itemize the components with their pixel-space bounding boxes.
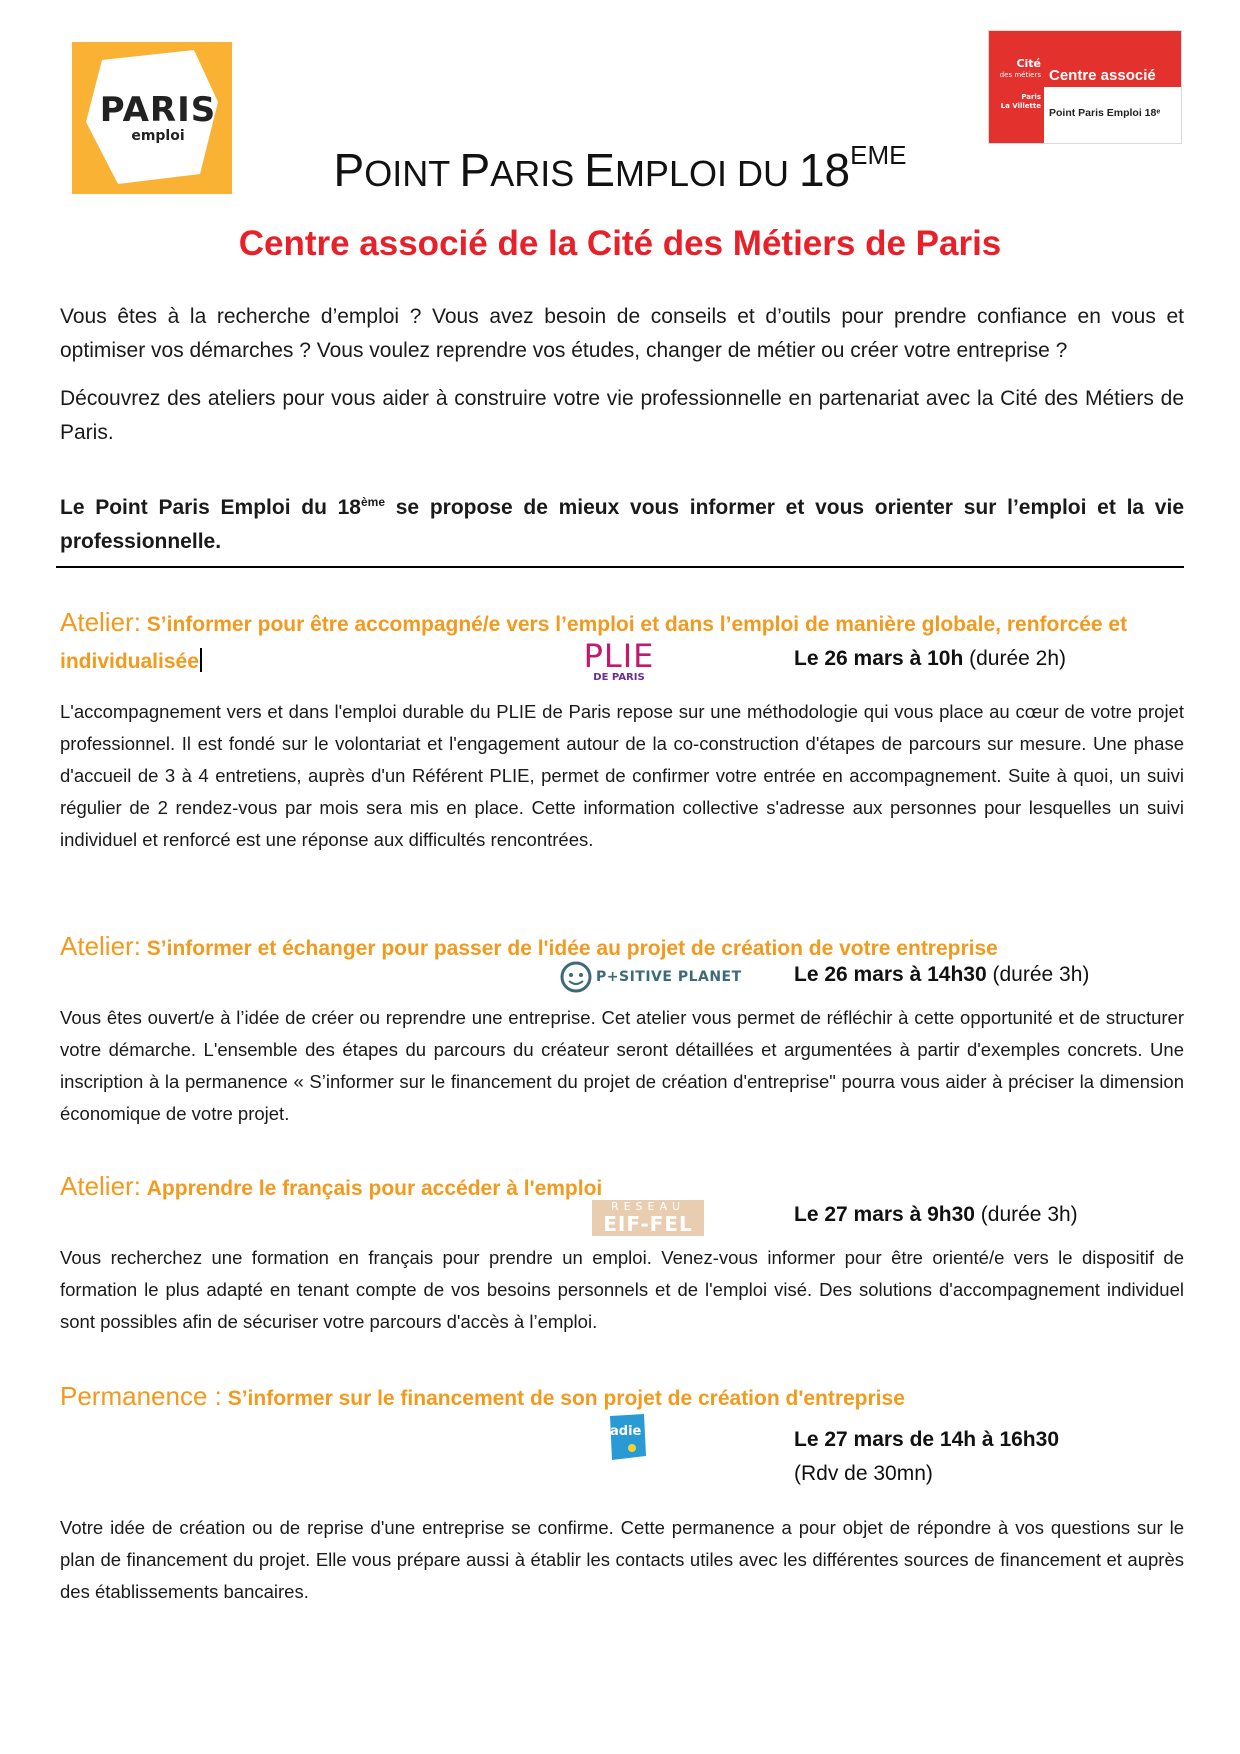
adie-logo-text: adie	[610, 1424, 642, 1439]
section-1-date	[794, 647, 1066, 671]
plie-logo	[583, 637, 655, 686]
eif-logo-top: RESEAU	[610, 1200, 686, 1213]
section-1-date-rest: (durée 2h)	[963, 647, 1067, 670]
title-p3-rest: MPLOI DU	[614, 153, 799, 194]
title-suffix: EME	[850, 140, 907, 170]
adie-logo	[606, 1412, 648, 1462]
intro-paragraph-2: Découvrez des ateliers pour vous aider à construire votre vie professionnelle en partenariat avec la Cité des Métiers de Paris.	[60, 387, 1184, 444]
title-p1-rest: OINT	[364, 153, 460, 194]
positive-planet-text: P+SITIVE PLANET	[596, 969, 742, 985]
title-p2-rest: ARIS	[490, 153, 585, 194]
section-1-kind: Atelier:	[60, 607, 141, 637]
section-4-body: Votre idée de création ou de reprise d'une entreprise se confirme. Cette permanence a pour objet de répondre à vos questions sur le plan de financement du projet. Elle vous prépare aussi à établir les contacts utiles avec les différentes sources de financement et auprès des établissements bancaires.	[60, 1517, 1184, 1602]
cite-logo-red-band	[989, 31, 1044, 143]
cite-logo-line3	[993, 93, 1041, 111]
cite-logo-line2: des métiers	[999, 71, 1041, 79]
title-p3-initial: E	[584, 144, 615, 196]
section-3-date-rest: (durée 3h)	[974, 1203, 1078, 1226]
section-3-date	[794, 1203, 1078, 1227]
cite-logo-line3b: La Villette	[1000, 102, 1041, 110]
section-1-date-bold: Le 26 mars à 10h	[794, 647, 964, 670]
intro-paragraph-1: Vous êtes à la recherche d’emploi ? Vous avez besoin de conseils et d’outils pour prendre confiance en vous et optimiser vos démarches ? Vous voulez reprendre vos études, changer de métier ou créer votre entreprise ?	[60, 305, 1184, 362]
divider	[56, 566, 1184, 568]
section-4-date-bold: Le 27 mars de 14h à 16h30	[794, 1428, 1059, 1451]
page-subtitle: Centre associé de la Cité des Métiers de Paris	[238, 224, 1002, 263]
plie-logo-bottom: DE PARIS	[593, 672, 645, 683]
title-p1-initial: P	[333, 144, 365, 196]
eif-fel-logo	[592, 1200, 704, 1236]
section-4-kind: Permanence :	[60, 1381, 222, 1411]
section-2-title: S’informer et échanger pour passer de l'idée au projet de création de votre entreprise	[146, 937, 998, 960]
title-p2-initial: P	[459, 144, 491, 196]
section-2-date-bold: Le 26 mars à 14h30	[794, 963, 987, 986]
section-4-date	[794, 1428, 1059, 1452]
section-3-title: Apprendre le français pour accéder à l'emploi	[146, 1177, 603, 1200]
positive-planet-icon	[560, 961, 592, 993]
section-1-title: S’informer pour être accompagné/e vers l’emploi et dans l’emploi de manière globale, renforcée et individualisée	[60, 613, 1128, 673]
section-4-title: S’informer sur le financement de son projet de création d'entreprise	[227, 1387, 905, 1410]
section-2-date	[794, 963, 1089, 987]
plie-logo-top: PLIE	[583, 637, 655, 675]
section-1-body: L'accompagnement vers et dans l'emploi durable du PLIE de Paris repose sur une méthodologie qui vous place au cœur de votre projet professionnel. Il est fondé sur le volontariat et l'engagement autour de la co-construction d'étapes de parcours sur mesure. Une phase d'accueil de 3 à 4 entretiens, auprès d'un Référent PLIE, permet de confirmer votre entrée en accompagnement. Suite à quoi, un suivi régulier de 2 rendez-vous par mois sera mis en place. Cette information collective s'adresse aux personnes pour lesquelles un suivi individuel et renforcé est une réponse aux difficultés rencontrées.	[60, 701, 1184, 850]
cite-logo-line1: Cité	[1016, 57, 1041, 70]
section-2-body: Vous êtes ouvert/e à l’idée de créer ou reprendre une entreprise. Cet atelier vous permet de réfléchir à cette opportunité et de structurer votre démarche. L'ensemble des étapes du parcours du créateur seront détaillées et argumentées à partir d'exemples concrets. Une inscription à la permanence « S’informer sur le financement du projet de création d'entreprise" pourra vous aider à préciser la dimension économique de votre projet.	[60, 1007, 1184, 1124]
title-number: 18	[798, 144, 851, 196]
section-3-date-bold: Le 27 mars à 9h30	[794, 1203, 975, 1226]
intro-p3-sup: ème	[361, 495, 386, 509]
cite-logo-centre: Centre associé	[1049, 67, 1156, 84]
paris-emploi-logo-sub: emploi	[131, 128, 185, 144]
intro-p3-end: se propose de mieux vous informer et vous orienter sur l’emploi et la vie professionnelle.	[60, 496, 1184, 553]
intro-paragraph-3	[60, 491, 1184, 559]
positive-planet-logo	[558, 959, 742, 995]
page-title	[0, 140, 1240, 197]
paris-emploi-logo-word: PARIS	[99, 90, 217, 130]
cite-logo-point: Point Paris Emploi 18ᵉ	[1049, 107, 1161, 119]
section-2-kind: Atelier:	[60, 931, 141, 961]
section-2-date-rest: (durée 3h)	[986, 963, 1090, 986]
text-cursor	[200, 648, 202, 672]
section-4-date-note: (Rdv de 30mn)	[794, 1462, 933, 1485]
eif-logo-bottom: EIF-FEL	[603, 1212, 693, 1236]
section-3-body: Vous recherchez une formation en français pour prendre un emploi. Venez-vous informer pour être orienté/e vers le dispositif de formation le plus adapté en tenant compte de vos besoins personnels et de l'emploi visé. Des solutions d'accompagnement individuel sont possibles afin de sécuriser votre parcours d'accès à l’emploi.	[60, 1247, 1184, 1332]
cite-logo-line3a: Paris	[1021, 93, 1041, 101]
cite-des-metiers-logo	[988, 30, 1182, 144]
intro-p3-start: Le Point Paris Emploi du 18	[60, 496, 361, 519]
section-3-kind: Atelier:	[60, 1171, 141, 1201]
